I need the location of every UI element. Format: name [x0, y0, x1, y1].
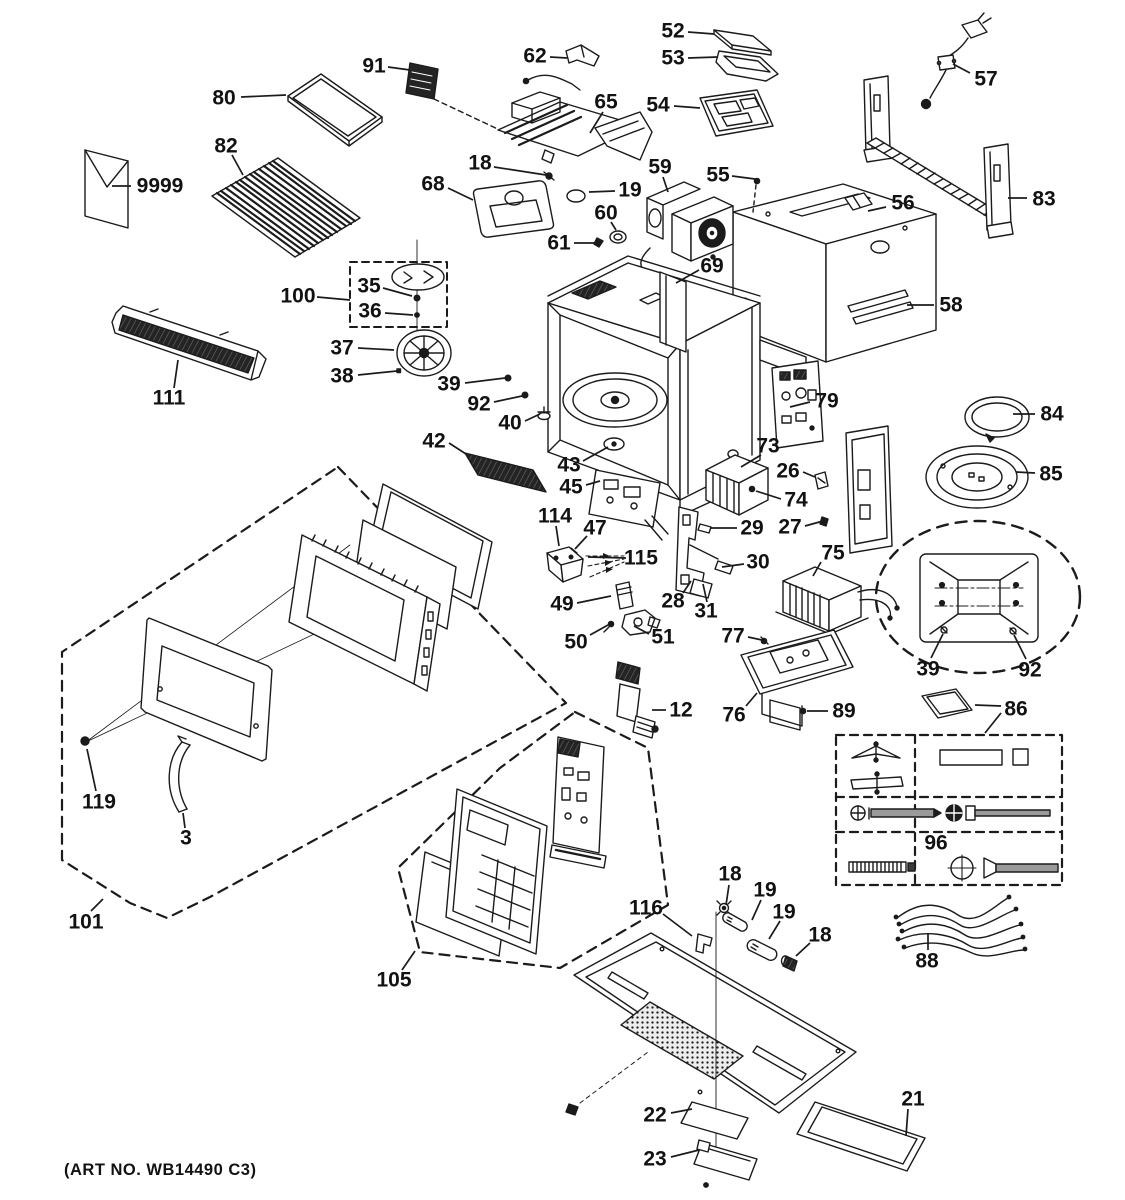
part-label-119: 119 — [82, 790, 116, 814]
part-label-29: 29 — [740, 516, 764, 540]
part-label-18: 18 — [718, 862, 742, 886]
art-number: (ART NO. WB14490 C3) — [64, 1161, 257, 1179]
part-label-74: 74 — [784, 488, 808, 512]
part-label-39: 39 — [916, 657, 940, 681]
part-label-43: 43 — [557, 453, 581, 477]
part-label-22: 22 — [643, 1103, 667, 1127]
part-label-83: 83 — [1032, 187, 1056, 211]
part-label-58: 58 — [939, 293, 963, 317]
part-label-91: 91 — [362, 54, 386, 78]
part-label-40: 40 — [498, 411, 522, 435]
part-label-35: 35 — [357, 274, 381, 298]
part-label-42: 42 — [422, 429, 446, 453]
part-label-53: 53 — [661, 46, 685, 70]
part-label-92: 92 — [467, 392, 491, 416]
part-label-114: 114 — [538, 504, 572, 528]
part-label-89: 89 — [832, 699, 856, 723]
part-label-69: 69 — [700, 254, 724, 278]
part-label-55: 55 — [706, 163, 730, 187]
leader-line-19 — [589, 191, 615, 192]
part-label-80: 80 — [212, 86, 236, 110]
part-label-21: 21 — [901, 1087, 925, 1111]
part-89-screw — [800, 708, 805, 713]
part-36-screw — [415, 313, 419, 317]
part-label-39: 39 — [437, 372, 461, 396]
part-19-bumper — [567, 190, 585, 202]
part-label-52: 52 — [661, 19, 685, 43]
part-38-mount — [397, 369, 401, 373]
part-label-18: 18 — [808, 923, 832, 947]
part-26-clip — [815, 472, 828, 489]
part-label-45: 45 — [559, 475, 583, 499]
part-side-panel — [846, 426, 892, 553]
part-label-76: 76 — [722, 703, 746, 727]
part-label-36: 36 — [358, 299, 382, 323]
part-label-85: 85 — [1039, 462, 1063, 486]
part-60-cap — [610, 231, 626, 243]
part-label-38: 38 — [330, 364, 354, 388]
leader-line-62 — [550, 57, 567, 58]
part-label-73: 73 — [756, 434, 780, 458]
part-label-96: 96 — [924, 831, 948, 855]
part-label-105: 105 — [376, 968, 412, 992]
part-label-56: 56 — [891, 191, 915, 215]
part-39-screw — [505, 375, 511, 381]
part-label-18: 18 — [468, 151, 492, 175]
part-label-12: 12 — [669, 698, 693, 722]
leader-line-115 — [588, 557, 626, 558]
part-label-111: 111 — [152, 386, 186, 410]
part-label-37: 37 — [330, 336, 354, 360]
part-label-51: 51 — [651, 625, 675, 649]
part-label-19: 19 — [753, 878, 777, 902]
part-label-88: 88 — [915, 949, 939, 973]
part-label-92: 92 — [1018, 658, 1042, 682]
part-label-59: 59 — [648, 155, 672, 179]
part-label-49: 49 — [550, 592, 574, 616]
part-label-77: 77 — [721, 624, 745, 648]
part-label-100: 100 — [280, 284, 316, 308]
part-label-79: 79 — [815, 389, 839, 413]
part-label-86: 86 — [1004, 697, 1028, 721]
part-label-65: 65 — [594, 90, 618, 114]
part-label-50: 50 — [564, 630, 588, 654]
part-label-26: 26 — [776, 459, 800, 483]
part-label-47: 47 — [583, 516, 607, 540]
part-92-screw — [522, 392, 528, 398]
part-label-75: 75 — [821, 541, 845, 565]
part-85-turntable-tray — [926, 446, 1028, 508]
part-label-3: 3 — [180, 826, 192, 850]
part-label-19: 19 — [772, 900, 796, 924]
part-label-9999: 9999 — [136, 174, 184, 198]
part-label-23: 23 — [643, 1147, 667, 1171]
part-119-screw — [81, 737, 89, 745]
part-9999-literature — [85, 150, 128, 228]
leader-line-86 — [975, 705, 1001, 706]
part-label-27: 27 — [778, 515, 802, 539]
part-label-101: 101 — [68, 910, 104, 934]
part-label-30: 30 — [746, 550, 770, 574]
part-label-116: 116 — [629, 896, 663, 920]
part-label-84: 84 — [1040, 402, 1064, 426]
part-label-68: 68 — [421, 172, 445, 196]
part-label-82: 82 — [214, 134, 238, 158]
part-label-62: 62 — [523, 44, 547, 68]
part-label-19: 19 — [618, 178, 642, 202]
part-label-28: 28 — [661, 589, 685, 613]
part-label-57: 57 — [974, 67, 998, 91]
leader-line-53 — [688, 57, 718, 58]
part-label-54: 54 — [646, 93, 670, 117]
part-74-screw — [749, 486, 754, 491]
part-68-waveguide-cover — [474, 181, 554, 237]
part-label-61: 61 — [547, 231, 571, 255]
part-smart-board — [550, 737, 606, 868]
leader-line-85 — [1016, 472, 1035, 473]
part-label-60: 60 — [594, 201, 618, 225]
part-37-fan-blade — [397, 330, 451, 376]
part-label-115: 115 — [624, 546, 658, 570]
part-label-31: 31 — [694, 599, 718, 623]
